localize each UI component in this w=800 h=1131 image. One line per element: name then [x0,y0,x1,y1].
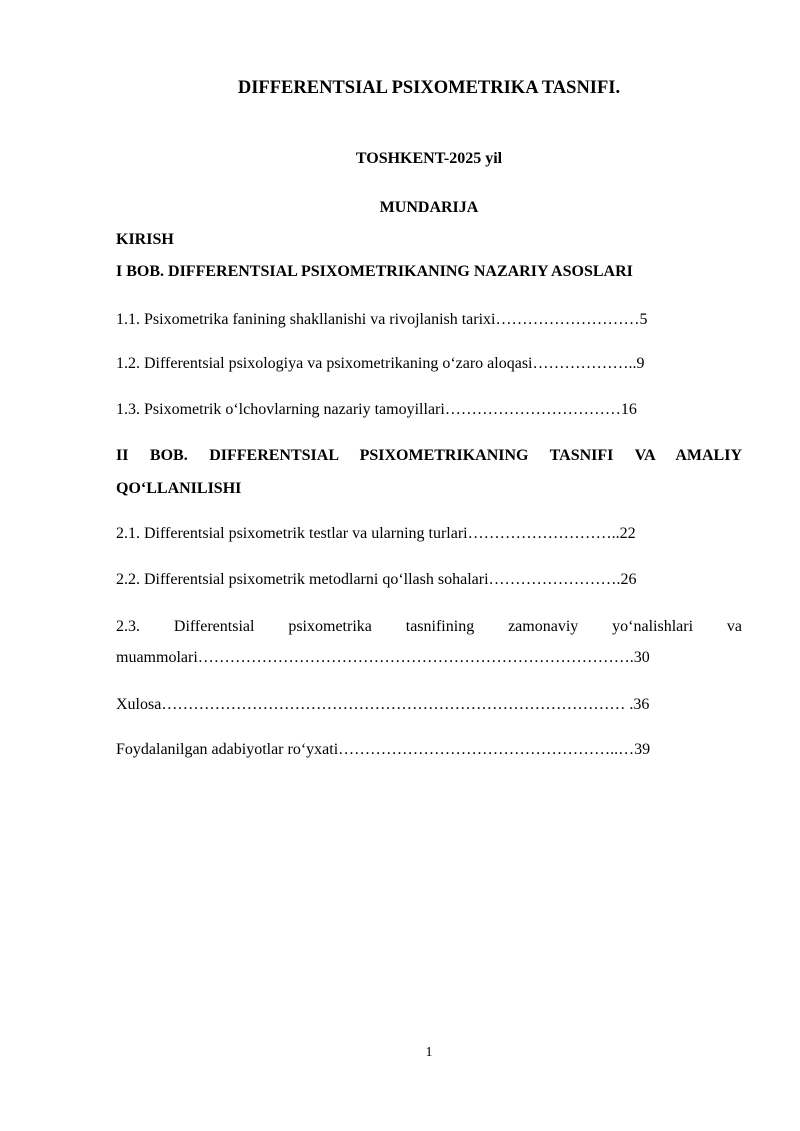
contents-heading: MUNDARIJA [379,199,479,216]
toc-entry-1-3: 1.3. Psixometrik o‘lchovlarning nazariy tamoyillari……………………………16 [116,401,637,418]
toc-entry-2-3: 2.3. Differentsial psixometrika tasnifining zamonaviy yo‘nalishlari va [116,618,742,635]
toc-conclusion: Xulosa…………………………………………………………………………… .36 [116,696,650,713]
toc-entry-2-1: 2.1. Differentsial psixometrik testlar va ularning turlari………………………..22 [116,525,636,542]
toc-entry-2-2: 2.2. Differentsial psixometrik metodlarni qo‘llash sohalari…………………….26 [116,571,637,588]
toc-references: Foydalanilgan adabiyotlar ro‘yxati……………………………………………..…39 [116,741,651,758]
toc-entry-1-2: 1.2. Differentsial psixologiya va psixometrikaning o‘zaro aloqasi………………..9 [116,355,645,372]
toc-chapter-1: I BOB. DIFFERENTSIAL PSIXOMETRIKANING NAZARIY ASOSLARI [116,263,633,280]
toc-chapter-2-cont: QO‘LLANILISHI [116,480,242,497]
toc-intro: KIRISH [116,231,174,248]
toc-entry-2-3-cont: muammolari……………………………………………………………………….30 [116,649,650,666]
toc-entry-1-1: 1.1. Psixometrika fanining shakllanishi va rivojlanish tarixi………………………5 [116,311,648,328]
toc-chapter-2: II BOB. DIFFERENTSIAL PSIXOMETRIKANING TASNIFI VA AMALIY [116,447,742,464]
document-title: DIFFERENTSIAL PSIXOMETRIKA TASNIFI. [237,78,621,98]
page-number: 1 [425,1045,433,1060]
city-year: TOSHKENT-2025 yil [355,150,503,167]
